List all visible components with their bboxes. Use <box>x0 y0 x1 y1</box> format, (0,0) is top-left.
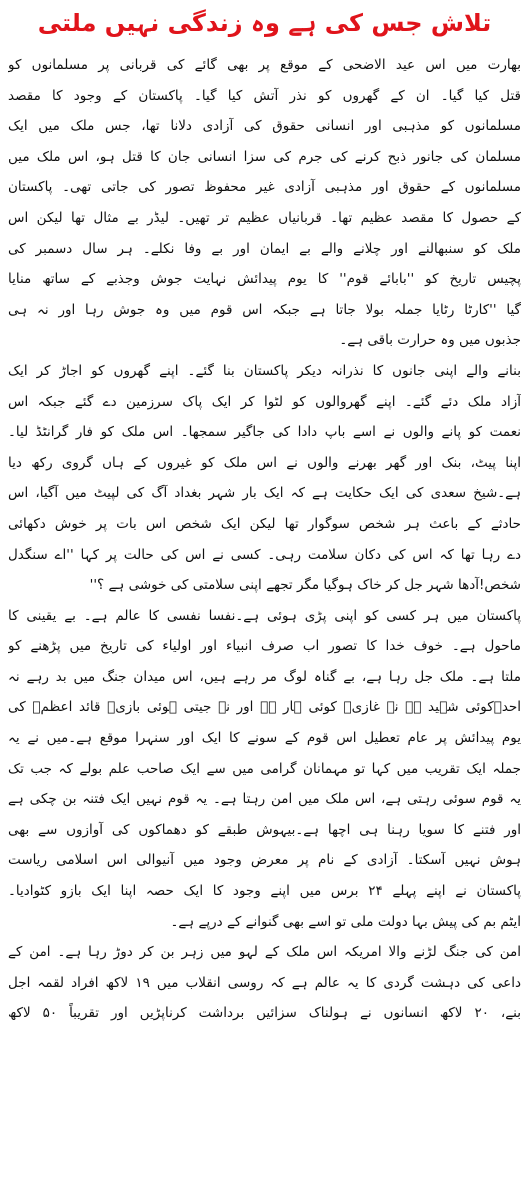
paragraph-end-line: جذبوں میں وہ حرارت باقی ہے۔ <box>339 332 521 349</box>
text-line: ہے۔شیخ سعدی کی ایک حکایت ہے کہ ایک بار شہر بغداد آگ کی لپیٹ میں آگیا، اس <box>8 485 521 502</box>
text-line: اور فتنے کا سویا رہنا ہی اچھا ہے۔بیہوش طبقے کو دھماکوں کی آوازوں سے بھی <box>8 821 521 838</box>
text-line: مسلمان کی جانور ذبح کرنے کی جرم کی سزا انسانی جان کا قتل ہو، اس ملک میں <box>8 148 521 165</box>
text-line: بھارت میں اس عید الاضحی کے موقع پر بھی گائے کی قربانی پر مسلمانوں کو <box>8 57 521 73</box>
text-line: مسلمانوں کے حقوق اور مذہبی آزادی غیر محفوظ تصور کی جاتی تھی۔ پاکستان <box>8 179 521 196</box>
text-line: داعی کی دہشت گردی کا یہ عالم ہے کہ روسی انقلاب میں ۱۹ لاکھ افراد لقمہ اجل <box>8 974 521 991</box>
paragraph-end-line: ایٹم بم کی پیش بہا دولت ملی تو اسے بھی گنوانے کے درپے ہے۔ <box>170 913 521 930</box>
paragraph-end-line: شخص!آدھا شہر جل کر خاک ہوگیا مگر تجھے اپنی سلامتی کی خوشی ہے ؟'' <box>89 577 521 594</box>
article-body <box>8 50 521 1029</box>
article-headline: تلاش جس کی ہے وہ زندگی نہیں ملتی <box>37 9 492 37</box>
text-line: کے حصول کا مقصد عظیم تھا۔ قربانیاں عظیم تر تھیں۔ لیڈر بے مثال تھا لیکن اس <box>8 209 521 226</box>
text-line: ملتا ہے۔ ملک جل رہا ہے، بے گناہ لوگ مر رہے ہیں، اس میدان جنگ میں بد رہے نہ <box>8 668 521 685</box>
text-line: بنے، ۲۰ لاکھ انسانوں نے ہولناک سزائیں برداشت کرناپڑیں اور تقریباً ۵۰ لاکھ <box>8 1005 521 1022</box>
text-line: حادثے کے باعث ہر شخص سوگوار تھا لیکن ایک شخص اس بات پر خوش دکھائی <box>8 515 521 532</box>
text-line: یوم پیدائش پر عام تعطیل اس قوم کے سونے کا ایک اور سنہرا موقع ہے۔میں نے یہ <box>8 730 521 747</box>
text-line: ہوش نہیں آسکتا۔ آزادی کے نام پر معرض وجود میں آنیوالی اس اسلامی ریاست <box>8 852 521 869</box>
text-line: اپنا پیٹ، بنک اور گھر بھرنے والوں نے اس ملک کو غیروں کے ہاں گروی رکھ دیا <box>8 454 521 471</box>
text-line: مسلمانوں کو مذہبی اور انسانی حقوق کی آزادی دلانا تھا، جس ملک میں ایک <box>8 118 521 135</box>
text-line: امن کی جنگ لڑنے والا امریکہ اس ملک کے لہو میں زہر بن کر دوڑ رہا ہے۔ امن کے <box>8 944 521 961</box>
text-line: نعمت کو پانے والوں نے اسے باپ دادا کی جاگیر سمجھا۔ اس ملک کو فار گرانٹڈ لیا۔ <box>8 424 521 441</box>
text-line: دے رہا تھا کہ اس کی دکان سلامت رہی۔ کسی نے اس کی حالت پر کہا ''اے سنگدل <box>8 546 521 563</box>
text-line: احد۔کوئی شہید ہے نہ غازی۔ کوئی ہار ہے اور نہ جیتی ہوئی بازی۔ قائد اعظمؒ کی <box>8 699 521 716</box>
text-line: پچیس تاریخ کو ''بابائے قوم'' کا یوم پیدائش نہایت جوش وجذبے کے ساتھ منایا <box>8 271 521 288</box>
text-line: آزاد ملک دئے گئے۔ اپنے گھروالوں کو لٹوا کر ایک پاک سرزمین دے گئے جبکہ اس <box>8 393 521 410</box>
text-line: یہ قوم سوئی رہتی ہے، اس ملک میں امن رہتا ہے۔ یہ قوم نہیں ایک فتنہ بن چکی ہے <box>8 791 521 808</box>
text-line: جملہ ایک تقریب میں کہا تو مہمانان گرامی میں سے ایک صاحب علم بولے کہ جب تک <box>8 760 521 777</box>
text-line: بنانے والے اپنی جانوں کا نذرانہ دیکر پاکستان بنا گئے۔ اپنے گھروں کو اجاڑ کر ایک <box>8 362 521 379</box>
text-line: قتل کیا گیا۔ ان کے گھروں کو نذر آتش کیا گیا۔ پاکستان کے وجود کا مقصد <box>8 87 521 104</box>
text-line: ملک کو سنبھالنے اور چلانے والے بے ایمان اور بے وفا نکلے۔ ہر سال دسمبر کی <box>8 240 521 257</box>
text-line: پاکستان نے اپنے پہلے ۲۴ برس میں اپنے وجود کا ایک حصہ اپنا ایک بازو کٹوادیا۔ <box>8 883 521 900</box>
text-line: پاکستان میں ہر کسی کو اپنی پڑی ہوئی ہے۔نفسا نفسی کا عالم ہے۔ بے یقینی کا <box>8 607 521 624</box>
text-line: ماحول ہے۔ خوف خدا کا تصور اب صرف انبیاء اور اولیاء کی تاریخ میں پڑھنے کو <box>8 638 521 655</box>
text-line: گیا ''کارٹا رٹایا جملہ بولا جاتا ہے جبکہ اس قوم میں وہ جوش رہا اور نہ ہی <box>8 301 521 318</box>
